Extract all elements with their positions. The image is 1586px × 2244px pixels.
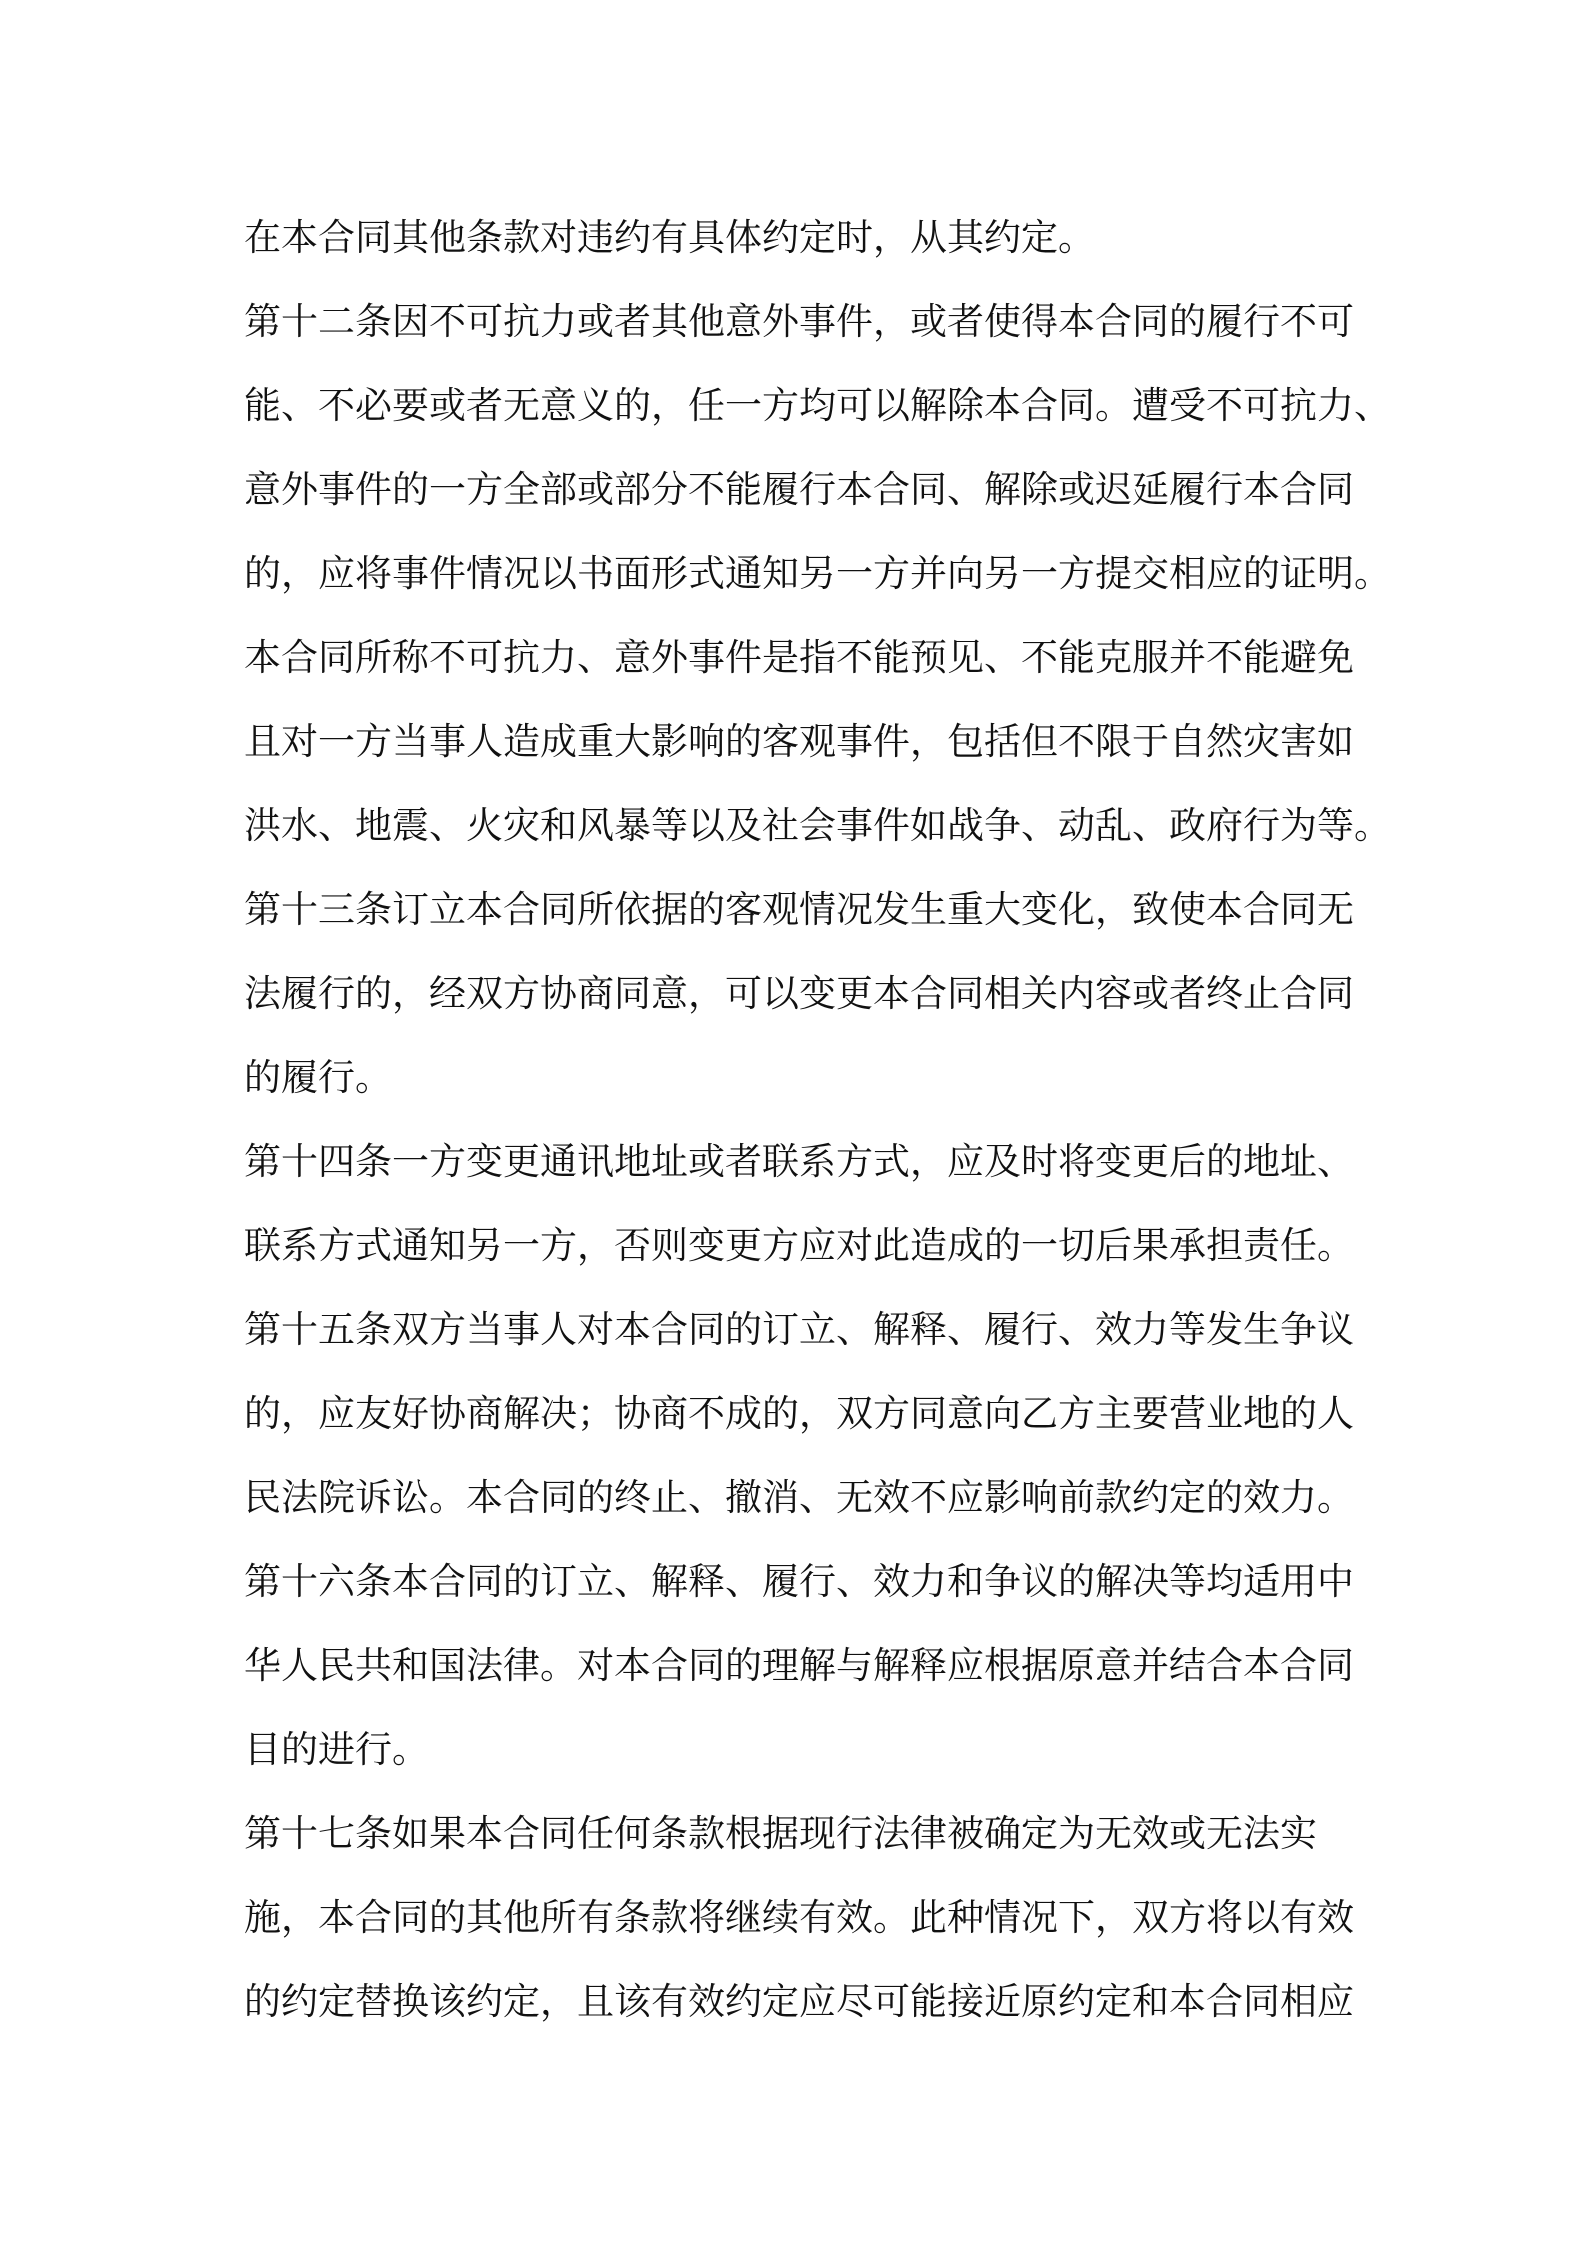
text-line: 的履行。: [244, 1056, 392, 1099]
text-line: 且对一方当事人造成重大影响的客观事件，包括但不限于自然灾害如: [244, 720, 1354, 763]
text-line: 洪水、地震、火灾和风暴等以及社会事件如战争、动乱、政府行为等。: [244, 804, 1391, 847]
text-line: 民法院诉讼。本合同的终止、撤消、无效不应影响前款约定的效力。: [244, 1476, 1354, 1519]
text-line: 第十二条因不可抗力或者其他意外事件，或者使得本合同的履行不可: [244, 300, 1354, 343]
text-line: 能、不必要或者无意义的，任一方均可以解除本合同。遭受不可抗力、: [244, 384, 1391, 427]
text-line: 目的进行。: [244, 1728, 429, 1771]
text-line: 的，应将事件情况以书面形式通知另一方并向另一方提交相应的证明。: [244, 552, 1391, 595]
document-body: [244, 196, 1391, 2044]
text-line: 第十六条本合同的订立、解释、履行、效力和争议的解决等均适用中: [244, 1560, 1354, 1603]
text-line: 第十三条订立本合同所依据的客观情况发生重大变化，致使本合同无: [244, 888, 1354, 931]
text-line: 第十四条一方变更通讯地址或者联系方式，应及时将变更后的地址、: [244, 1140, 1354, 1183]
text-line: 华人民共和国法律。对本合同的理解与解释应根据原意并结合本合同: [244, 1644, 1354, 1687]
text-line: 的约定替换该约定，且该有效约定应尽可能接近原约定和本合同相应: [244, 1980, 1354, 2023]
text-line: 本合同所称不可抗力、意外事件是指不能预见、不能克服并不能避免: [244, 636, 1354, 679]
text-line: 施，本合同的其他所有条款将继续有效。此种情况下，双方将以有效: [244, 1896, 1354, 1939]
text-line: 在本合同其他条款对违约有具体约定时，从其约定。: [244, 216, 1095, 259]
text-line: 第十七条如果本合同任何条款根据现行法律被确定为无效或无法实: [244, 1812, 1317, 1855]
text-line: 第十五条双方当事人对本合同的订立、解释、履行、效力等发生争议: [244, 1308, 1354, 1351]
text-line: 意外事件的一方全部或部分不能履行本合同、解除或迟延履行本合同: [244, 468, 1354, 511]
text-line: 联系方式通知另一方，否则变更方应对此造成的一切后果承担责任。: [244, 1224, 1354, 1267]
text-line: 法履行的，经双方协商同意，可以变更本合同相关内容或者终止合同: [244, 972, 1354, 1015]
text-line: 的，应友好协商解决；协商不成的，双方同意向乙方主要营业地的人: [244, 1392, 1354, 1435]
